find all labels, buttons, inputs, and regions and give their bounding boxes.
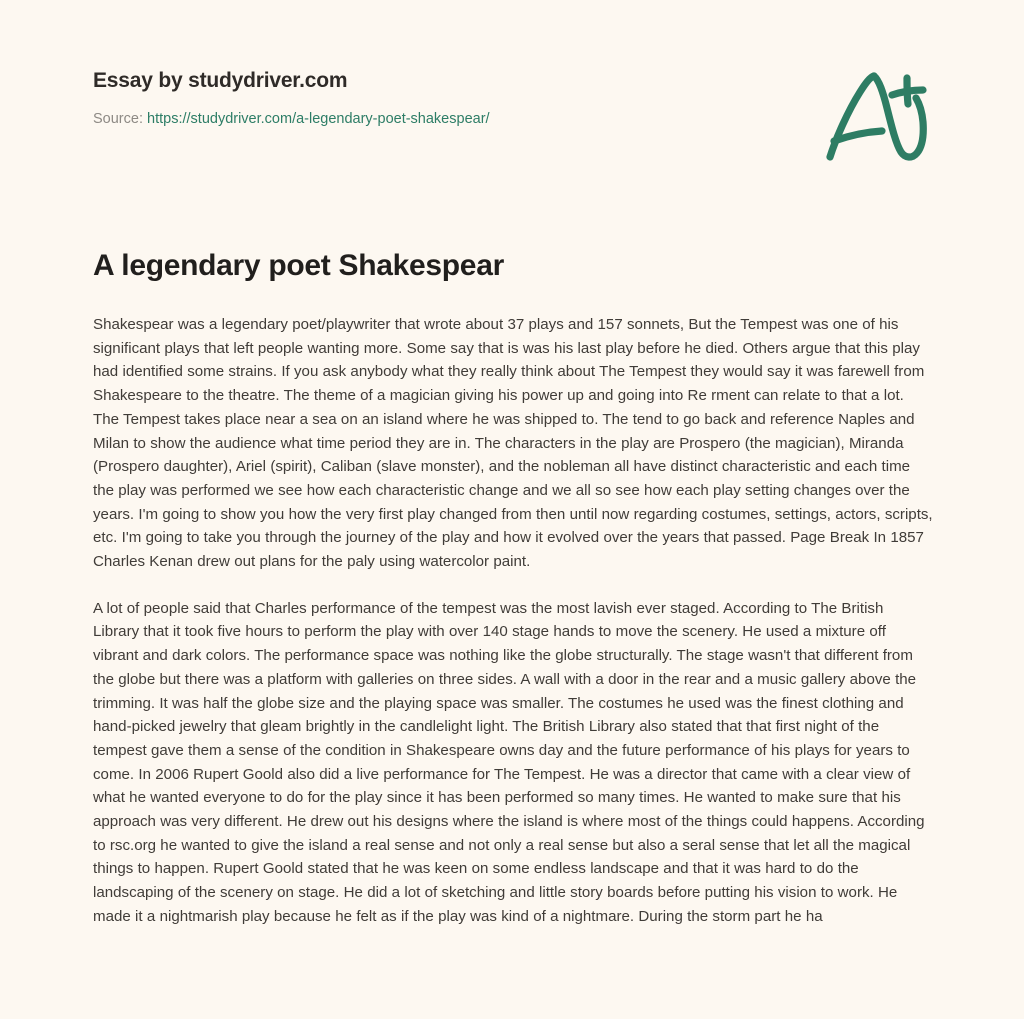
essay-byline: Essay by studydriver.com — [93, 69, 348, 92]
page-title: A legendary poet Shakespear — [93, 249, 504, 282]
paragraph: Shakespear was a legendary poet/playwriter that wrote about 37 plays and 157 sonnets, But the Tempest was one of his significant plays that left people wanting more. Some say that is was his last play before he died. Others argue that this play had identified some strains. If you ask anybody what they really think about The Tempest they would say it was farewell from Shakespeare to the theatre. The theme of a magician giving his power up and going into Re rment can relate to that a lot. The Tempest takes place near a sea on an island where he was shipped to. The tend to go back and reference Naples and Milan to show the audience what time period they are in. The characters in the play are Prospero (the magician), Miranda (Prospero daughter), Ariel (spirit), Caliban (slave monster), and the nobleman all have distinct characteristic and each time the play was performed we see how each characteristic change and we all so see how each play setting changes over the years. I'm going to show you how the very first play changed from then until now regarding costumes, settings, actors, scripts, etc. I'm going to take you through the journey of the play and how it evolved over the years that passed. Page Break In 1857 Charles Kenan drew out plans for the paly using watercolor paint. — [93, 316, 933, 571]
a-plus-logo[interactable] — [808, 64, 938, 169]
source-line — [93, 110, 931, 129]
paragraph: A lot of people said that Charles performance of the tempest was the most lavish ever staged. According to The British Library that it took five hours to perform the play with over 140 stage hands to move the scenery. He used a mixture off vibrant and dark colors. The performance space was nothing like the globe structurally. The stage wasn't that different from the globe but there was a platform with galleries on three sides. A wall with a door in the rear and a music gallery above the trimming. It was half the globe size and the playing space was smaller. The costumes he used was the finest clothing and hand-picked jewelry that gleam brightly in the candlelight light. The British Library also stated that that first night of the tempest gave them a sense of the condition in Shakespeare owns day and the future performance of his plays for years to come. In 2006 Rupert Goold also did a live performance for The Tempest. He was a director that came with a clear view of what he wanted everyone to do for the play since it has been performed so many times. He wanted to make sure that his approach was very different. He drew out his designs where the island is where most of the things could happens. According to rsc.org he wanted to give the island a real sense and not only a real sense but also a seral sense that let all the magical things to happen. Rupert Goold stated that he was keen on some endless landscape and that it was hard to do the landscaping of the scenery on stage. He did a lot of sketching and little story boards before putting his vision to work. He made it a nightmarish play because he felt as if the play was kind of a nightmare. During the storm part he ha — [93, 599, 925, 925]
page-header — [93, 68, 931, 129]
essay-body — [93, 313, 933, 1019]
source-url-link[interactable]: https://studydriver.com/a-legendary-poet-shakespear/ — [147, 111, 490, 128]
source-label: Source: — [93, 111, 143, 128]
a-plus-logo-icon — [808, 64, 938, 169]
